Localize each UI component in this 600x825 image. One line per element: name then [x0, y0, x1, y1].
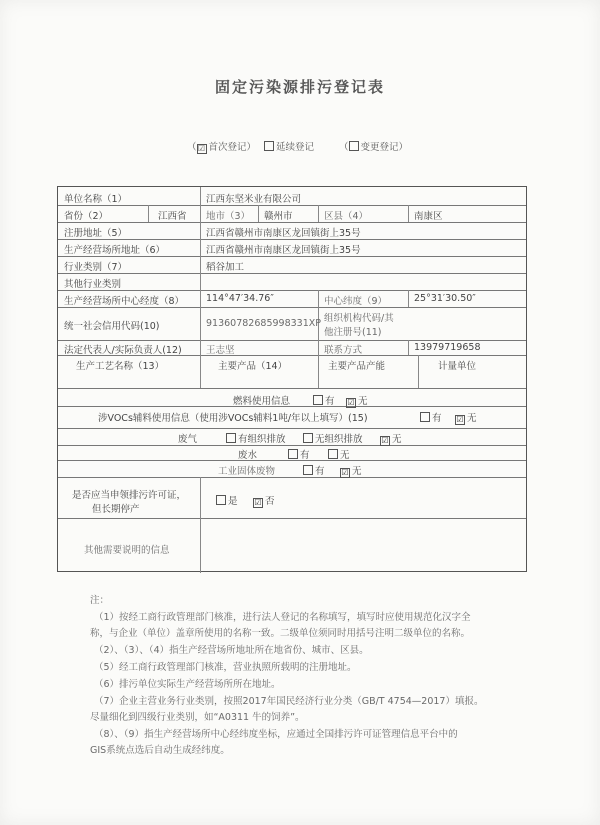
water-label: 废水 [238, 450, 258, 461]
gas-unorg[interactable]: 无组织排放 [303, 431, 363, 445]
longitude-label: 生产经营场所中心经度（8） [64, 296, 185, 307]
latitude-value: 25°31′30.50″ [414, 293, 476, 304]
latitude-label: 中心纬度（9） [324, 296, 388, 307]
fuel-yes-box[interactable] [313, 395, 323, 405]
province-label: 省份（2） [64, 211, 109, 222]
province-value: 江西省 [158, 211, 187, 222]
product-label: 主要产品（14） [218, 361, 288, 372]
water-yes[interactable]: 有 [288, 447, 310, 461]
permit-yes-box[interactable] [216, 495, 226, 505]
note-4: （6）排污单位实际生产经营场所所在地址。 [94, 679, 281, 690]
permit-label-2: 但长期停产 [92, 504, 140, 515]
voc-no[interactable]: ☑ 无 [456, 413, 477, 424]
solid-no[interactable]: ☑ 无 [341, 466, 362, 477]
fuel-no[interactable]: ☑ 无 [347, 396, 368, 407]
note-2: （2）、（3）、（4）指生产经营场所地址所在地省份、城市、区县。 [94, 645, 369, 656]
permit-no-box[interactable]: ☑ [254, 498, 262, 507]
solid-label: 工业固体废物 [218, 466, 276, 477]
contact-label: 联系方式 [324, 345, 363, 356]
registration-form-table [57, 186, 527, 572]
water-yes-box[interactable] [288, 449, 298, 459]
process-label: 生产工艺名称（13） [76, 361, 165, 372]
city-value: 赣州市 [264, 211, 293, 222]
gas-unorg-box[interactable] [303, 433, 313, 443]
note-1: （1）按经工商行政管理部门核准，进行法人登记的名称填写，填写时应使用规范化汉字全 [94, 612, 471, 623]
checkbox-first[interactable]: ☑ [197, 144, 206, 153]
contact-value: 13979719658 [414, 342, 481, 353]
gas-none-box[interactable]: ☑ [381, 436, 389, 445]
reg-first-label: 首次登记 [208, 142, 247, 153]
longitude-value: 114°47′34.76″ [206, 293, 274, 304]
voc-no-box[interactable]: ☑ [456, 415, 464, 424]
org-code-label-2: 他注册号(11) [324, 327, 382, 338]
gas-label: 废气 [178, 434, 198, 445]
unit-name-label: 单位名称（1） [64, 194, 128, 205]
note-6b: GIS系统点选后自动生成经纬度。 [90, 745, 230, 756]
voc-yes-box[interactable] [420, 412, 430, 422]
solid-yes-box[interactable] [303, 465, 313, 475]
unit-label: 计量单位 [438, 361, 477, 372]
solid-yes[interactable]: 有 [303, 463, 325, 477]
gas-none[interactable]: ☑ 无 [381, 434, 402, 445]
reg-address-label: 注册地址（5） [64, 228, 128, 239]
note-6: （8）、（9）指生产经营场所中心经纬度坐标，应通过全国排污许可证管理信息平台中的 [94, 729, 458, 740]
org-code-label-1: 组织机构代码/其 [324, 313, 394, 324]
note-1b: 称，与企业（单位）盖章所使用的名称一致。二级单位须同时用括号注明二级单位的名称。 [90, 628, 471, 639]
note-3: （5）经工商行政管理部门核准，营业执照所载明的注册地址。 [94, 662, 357, 673]
county-label: 区县（4） [324, 211, 369, 222]
legal-rep-value: 王志坚 [206, 345, 235, 356]
industry-value: 稻谷加工 [206, 262, 245, 273]
site-address-value: 江西省赣州市南康区龙回镇街上35号 [206, 245, 361, 256]
checkbox-change[interactable] [349, 141, 359, 151]
industry-label: 行业类别（7） [64, 262, 128, 273]
fuel-yes[interactable]: 有 [313, 393, 335, 407]
unit-name-value: 江西东坚米业有限公司 [206, 194, 302, 205]
reg-change-label: 变更登记 [360, 142, 399, 153]
reg-address-value: 江西省赣州市南康区龙回镇街上35号 [206, 228, 361, 239]
reg-change[interactable]: （ 变更登记） [339, 142, 409, 153]
solid-no-box[interactable]: ☑ [341, 468, 349, 477]
checkbox-continue[interactable] [264, 141, 274, 151]
credit-code-label: 统一社会信用代码(10) [64, 321, 160, 332]
permit-yes[interactable]: 是 [216, 493, 238, 507]
reg-first[interactable]: （☑ 首次登记） [187, 142, 257, 153]
other-industry-label: 其他行业类别 [64, 279, 122, 290]
reg-continue-label: 延续登记 [276, 142, 315, 153]
credit-code-value: 91360782685998331XP [206, 318, 321, 329]
other-note-label: 其他需要说明的信息 [84, 545, 170, 556]
note-5: （7）企业主营业务行业类别，按照2017年国民经济行业分类（GB/T 4754—2017）填报。 [94, 696, 484, 707]
voc-label: 涉VOCs辅料使用信息（使用涉VOCs辅料1吨/年以上填写）(15) [98, 413, 368, 424]
fuel-no-box[interactable]: ☑ [347, 398, 355, 407]
permit-label-1: 是否应当申领排污许可证， [72, 490, 187, 501]
note-5b: 尽量细化到四级行业类别，如“A0311 牛的饲养”。 [90, 712, 305, 723]
gas-org-box[interactable] [226, 433, 236, 443]
fuel-label: 燃料使用信息 [233, 396, 291, 407]
county-value: 南康区 [414, 211, 443, 222]
legal-rep-label: 法定代表人/实际负责人(12) [64, 345, 182, 356]
water-no-box[interactable] [328, 449, 338, 459]
water-no[interactable]: 无 [328, 447, 350, 461]
voc-yes[interactable]: 有 [420, 410, 442, 424]
gas-org[interactable]: 有组织排放 [226, 431, 286, 445]
permit-no[interactable]: ☑ 否 [254, 496, 275, 507]
site-address-label: 生产经营场所地址（6） [64, 245, 166, 256]
capacity-label: 主要产品产能 [328, 361, 386, 372]
city-label: 地市（3） [206, 211, 251, 222]
reg-continue[interactable] [264, 139, 314, 153]
form-title: 固定污染源排污登记表 [214, 78, 385, 96]
notes-heading: 注： [90, 595, 110, 606]
